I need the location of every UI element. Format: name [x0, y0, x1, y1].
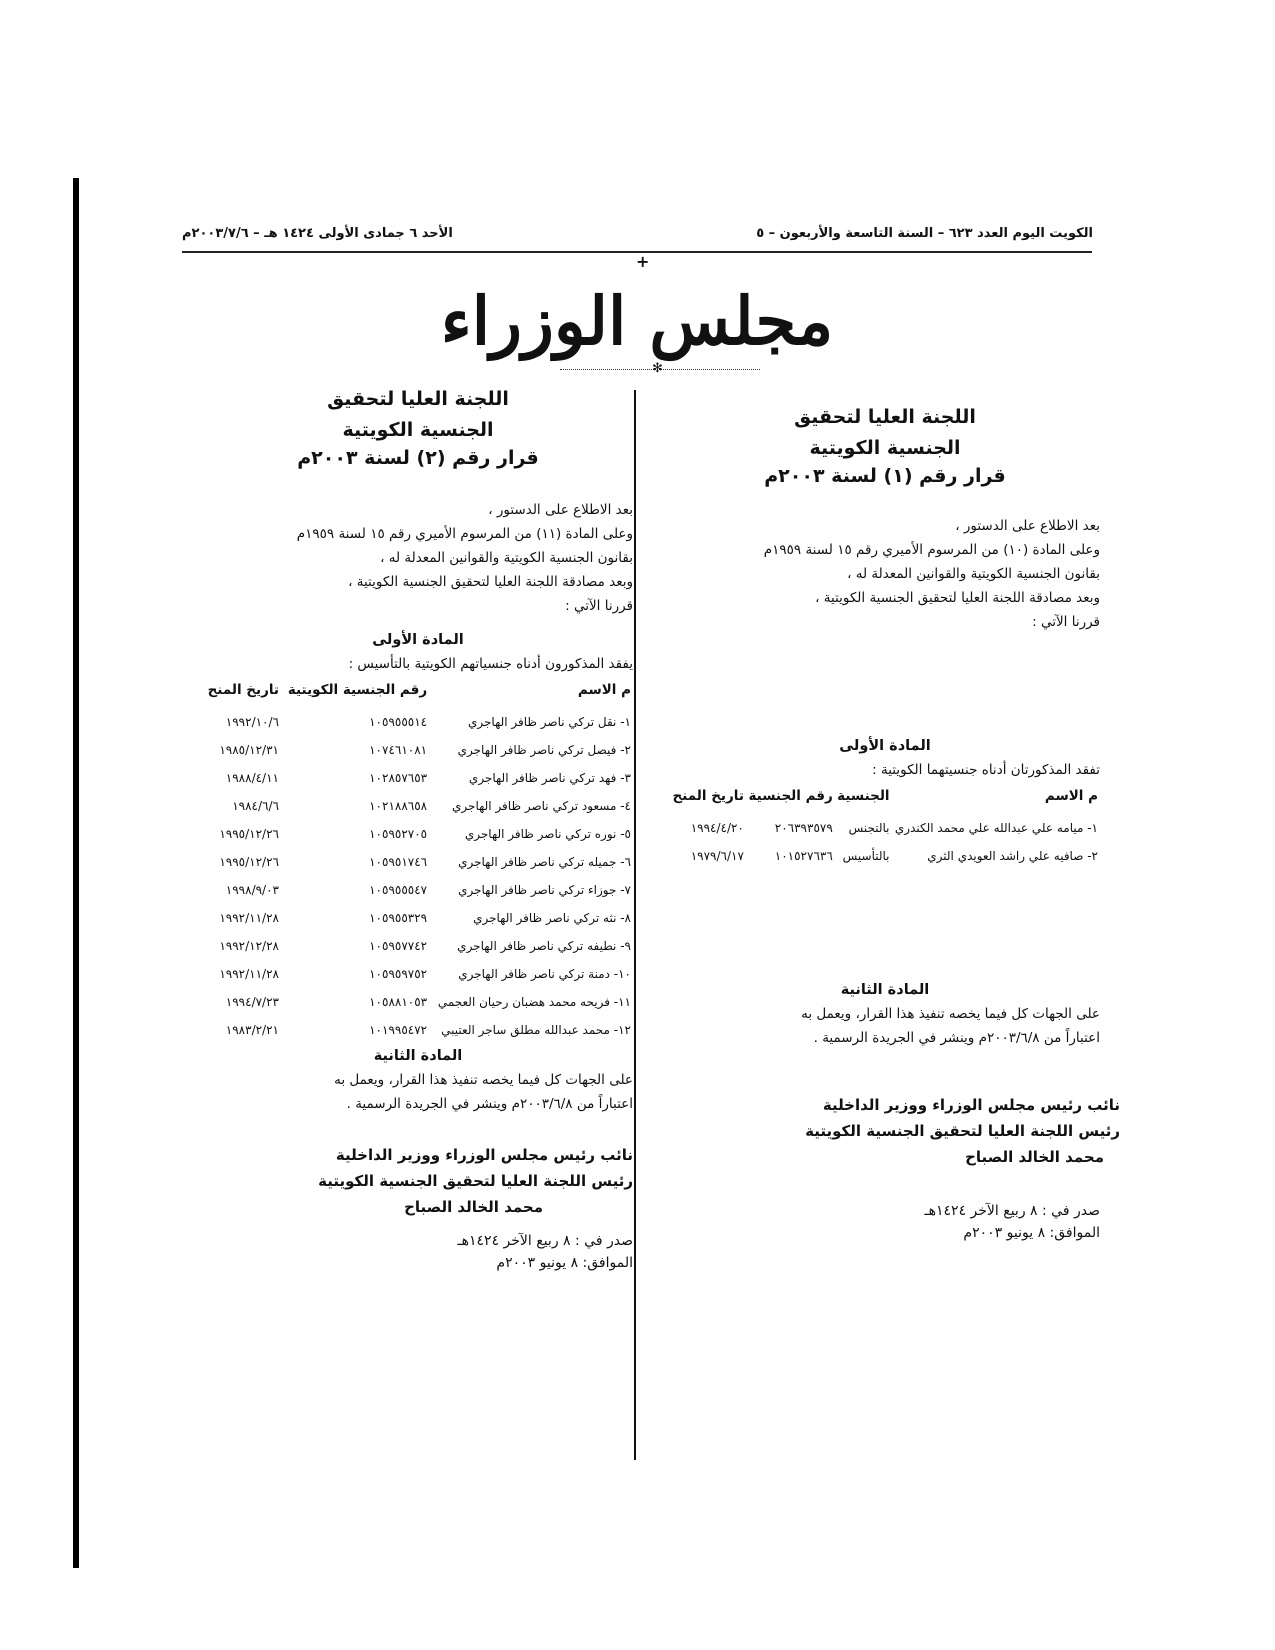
cell-name: ٢- صافيه علي راشد العويدي الثري — [927, 849, 1098, 863]
cell-name: ١٢- محمد عبدالله مطلق ساجر العتيبي — [441, 1023, 631, 1037]
cell-number: ١٠٥٩٥٥٣٢٩ — [369, 911, 428, 925]
decree-2-title: قرار رقم (٢) لسنة ٢٠٠٣م — [297, 447, 539, 469]
cell-date: ١٩٨٣/٢/٢١ — [225, 1023, 279, 1037]
decree-1-table — [670, 782, 1100, 870]
table-row — [203, 792, 633, 820]
issued-date-gregorian: الموافق: ٨ يونيو ٢٠٠٣م — [963, 1225, 1100, 1241]
cell-name: ١٠- دمنة تركي ناصر ظافر الهاجري — [458, 967, 631, 981]
decree-2-committee-line2: الجنسية الكويتية — [342, 419, 494, 441]
cell-type: بالتأسيس — [842, 849, 890, 863]
preamble-line: وعلى المادة (١١) من المرسوم الأميري رقم ١٥ لسنة ١٩٥٩م — [296, 526, 633, 542]
col-header-name: م الاسم — [577, 682, 631, 698]
decree-2-issued — [203, 1230, 633, 1274]
cell-name: ٨- نثه تركي ناصر ظافر الهاجري — [473, 911, 631, 925]
issued-date-hijri: صدر في : ٨ ربيع الآخر ١٤٢٤هـ — [457, 1233, 633, 1249]
cell-number: ١٠٧٤٦١٠٨١ — [369, 743, 428, 757]
table-row — [203, 960, 633, 988]
decree-1-preamble — [670, 514, 1100, 634]
decree-2-committee-line1: اللجنة العليا لتحقيق — [327, 388, 509, 410]
table-row — [203, 736, 633, 764]
table-row — [670, 842, 1100, 870]
table-row — [203, 1016, 633, 1044]
cell-name: ٢- فيصل تركي ناصر ظافر الهاجري — [457, 743, 631, 757]
masthead-title: مجلس الوزراء — [440, 282, 834, 360]
decree-1-issued — [670, 1200, 1100, 1244]
gazette-date: الأحد ٦ جمادى الأولى ١٤٢٤ هـ – ٢٠٠٣/٧/٦م — [182, 226, 453, 241]
preamble-line: وعلى المادة (١٠) من المرسوم الأميري رقم ١٥ لسنة ١٩٥٩م — [763, 542, 1100, 558]
decree-2-article-2-line: على الجهات كل فيما يخصه تنفيذ هذا القرار، ويعمل به — [334, 1072, 633, 1088]
cell-date: ١٩٩٨/٩/٠٣ — [225, 883, 279, 897]
cell-number: ١٠٢١٨٨٦٥٨ — [369, 799, 428, 813]
cell-date: ١٩٩٢/١٠/٦ — [225, 715, 279, 729]
col-header-grant-date: تاريخ المنح — [207, 682, 279, 698]
table-row — [203, 876, 633, 904]
signature-line: رئيس اللجنة العليا لتحقيق الجنسية الكويتية — [318, 1172, 633, 1190]
issued-date-gregorian: الموافق: ٨ يونيو ٢٠٠٣م — [496, 1255, 633, 1271]
decree-1 — [670, 402, 1120, 1244]
preamble-line: بقانون الجنسية الكويتية والقوانين المعدلة له ، — [380, 550, 633, 566]
cell-date: ١٩٧٩/٦/١٧ — [690, 849, 744, 863]
cell-date: ١٩٩٥/١٢/٢٦ — [219, 827, 279, 841]
decree-2-signature — [203, 1142, 633, 1220]
cell-date: ١٩٩٤/٤/٢٠ — [690, 821, 744, 835]
signatory-name: محمد الخالد الصباح — [965, 1148, 1104, 1166]
decree-2-preamble — [203, 498, 633, 618]
preamble-line: بقانون الجنسية الكويتية والقوانين المعدلة له ، — [847, 566, 1100, 582]
decree-1-signature — [670, 1092, 1120, 1170]
cell-number: ١٠٥٩٥٥٥١٤ — [369, 715, 428, 729]
cell-date: ١٩٨٨/٤/١١ — [225, 771, 279, 785]
cell-number: ١٠١٥٢٧٦٣٦ — [774, 849, 833, 863]
decree-2-article-2-title: المادة الثانية — [373, 1048, 463, 1064]
decree-1-article-1-title: المادة الأولى — [839, 738, 931, 754]
ornament-divider: ✻ — [560, 365, 760, 373]
issued-date-hijri: صدر في : ٨ ربيع الآخر ١٤٢٤هـ — [924, 1203, 1100, 1219]
decree-1-title: قرار رقم (١) لسنة ٢٠٠٣م — [764, 465, 1006, 487]
signature-line: نائب رئيس مجلس الوزراء ووزير الداخلية — [335, 1146, 633, 1164]
cell-name: ٤- مسعود تركي ناصر ظافر الهاجري — [452, 799, 631, 813]
decree-1-article-2-line: اعتباراً من ٢٠٠٣/٦/٨م وينشر في الجريدة الرسمية . — [813, 1030, 1100, 1046]
preamble-line: قررنا الآتي : — [1032, 614, 1100, 630]
cell-name: ٦- جميله تركي ناصر ظافر الهاجري — [458, 855, 631, 869]
decree-1-article-2-title: المادة الثانية — [840, 982, 930, 998]
preamble-line: وبعد مصادقة اللجنة العليا لتحقيق الجنسية الكويتية ، — [348, 574, 633, 590]
decree-2 — [203, 384, 633, 1274]
cell-date: ١٩٩٤/٧/٢٣ — [225, 995, 279, 1009]
col-header-grant-date: تاريخ المنح — [672, 788, 744, 804]
decree-1-committee-line1: اللجنة العليا لتحقيق — [794, 406, 976, 428]
preamble-line: بعد الاطلاع على الدستور ، — [488, 502, 633, 518]
cell-name: ٥- نوره تركي ناصر ظافر الهاجري — [464, 827, 631, 841]
col-header-nationality-number: رقم الجنسية — [748, 788, 833, 804]
cell-date: ١٩٩٢/١١/٢٨ — [219, 967, 279, 981]
decree-2-article-2-line: اعتباراً من ٢٠٠٣/٦/٨م وينشر في الجريدة الرسمية . — [346, 1096, 633, 1112]
column-divider — [634, 390, 636, 1460]
cell-date: ١٩٩٥/١٢/٢٦ — [219, 855, 279, 869]
table-row — [203, 820, 633, 848]
signature-line: رئيس اللجنة العليا لتحقيق الجنسية الكويتية — [805, 1122, 1120, 1140]
cell-number: ١٠٥٩٥٥٥٤٧ — [369, 883, 428, 897]
decree-1-article-1-text: تفقد المذكورتان أدناه جنسيتهما الكويتية : — [872, 762, 1100, 778]
cell-date: ١٩٨٤/٦/٦ — [232, 799, 279, 813]
table-row — [203, 708, 633, 736]
cell-name: ١- نقل تركي ناصر ظافر الهاجري — [467, 715, 631, 729]
col-header-nationality-number: رقم الجنسية الكويتية — [287, 682, 428, 698]
cell-date: ١٩٩٢/١٢/٢٨ — [219, 939, 279, 953]
cell-type: بالتجنس — [848, 821, 890, 835]
cell-date: ١٩٩٢/١١/٢٨ — [219, 911, 279, 925]
decree-2-article-1-title: المادة الأولى — [372, 632, 464, 648]
table-header-row — [203, 676, 633, 708]
cell-number: ١٠٥٨٨١٠٥٣ — [369, 995, 428, 1009]
preamble-line: قررنا الآتي : — [565, 598, 633, 614]
gazette-issue: الكويت اليوم العدد ٦٢٣ – السنة التاسعة والأربعون – ٥ — [756, 226, 1093, 241]
cell-name: ٧- جوزاء تركي ناصر ظافر الهاجري — [458, 883, 631, 897]
cell-number: ١٠٢٨٥٧٦٥٣ — [369, 771, 428, 785]
preamble-line: بعد الاطلاع على الدستور ، — [955, 518, 1100, 534]
page-margin-rule — [73, 178, 79, 1568]
table-row — [203, 848, 633, 876]
decree-2-table — [203, 676, 633, 1044]
signatory-name: محمد الخالد الصباح — [404, 1198, 543, 1216]
cell-name: ١- ميامه علي عبدالله علي محمد الكندري — [894, 821, 1098, 835]
table-row — [203, 988, 633, 1016]
cell-number: ٢٠٦٣٩٣٥٧٩ — [774, 821, 833, 835]
decree-2-article-1-text: يفقد المذكورون أدناه جنسياتهم الكويتية بالتأسيس : — [348, 656, 633, 672]
cell-number: ١٠١٩٩٥٤٧٢ — [369, 1023, 428, 1037]
cell-number: ١٠٥٩٥١٧٤٦ — [369, 855, 428, 869]
cross-icon: + — [636, 252, 650, 271]
col-header-name: م الاسم — [1044, 788, 1098, 804]
preamble-line: وبعد مصادقة اللجنة العليا لتحقيق الجنسية الكويتية ، — [815, 590, 1100, 606]
cell-number: ١٠٥٩٥٧٧٤٢ — [369, 939, 428, 953]
cell-number: ١٠٥٩٥٢٧٠٥ — [369, 827, 428, 841]
signature-line: نائب رئيس مجلس الوزراء ووزير الداخلية — [822, 1096, 1120, 1114]
table-header-row — [670, 782, 1100, 814]
table-row — [203, 904, 633, 932]
decree-1-article-2-line: على الجهات كل فيما يخصه تنفيذ هذا القرار، ويعمل به — [801, 1006, 1100, 1022]
col-header-nationality-type: الجنسية — [837, 788, 890, 804]
table-row — [203, 932, 633, 960]
table-row — [670, 814, 1100, 842]
cell-date: ١٩٨٥/١٢/٣١ — [219, 743, 279, 757]
table-row — [203, 764, 633, 792]
decree-1-committee-line2: الجنسية الكويتية — [809, 437, 961, 459]
cell-number: ١٠٥٩٥٩٧٥٢ — [369, 967, 428, 981]
cell-name: ٩- نطيفه تركي ناصر ظافر الهاجري — [457, 939, 631, 953]
cell-name: ١١- فريحه محمد هضبان رحيان العجمي — [437, 995, 631, 1009]
cell-name: ٣- فهد تركي ناصر ظافر الهاجري — [468, 771, 631, 785]
